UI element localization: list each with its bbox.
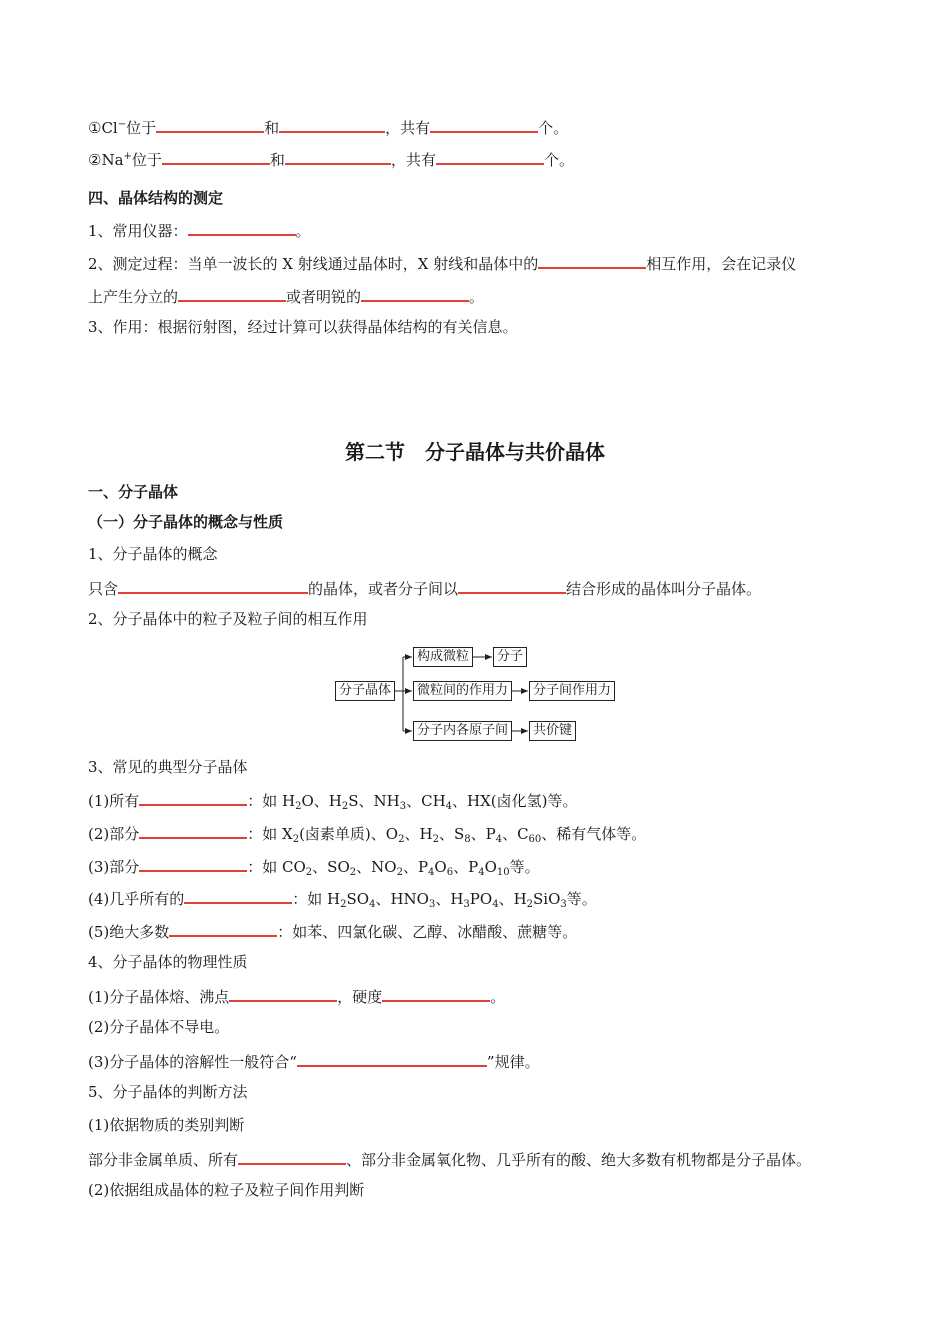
t3-g: 、P (453, 858, 479, 876)
t1-f: 、HX(卤化氢)等。 (452, 792, 578, 810)
t2-f: 、P (470, 825, 496, 843)
blank-organics[interactable] (169, 920, 277, 937)
j1-text-a: 部分非金属单质、所有 (88, 1151, 239, 1169)
and-text: 和 (269, 151, 285, 169)
na-label: ②Na (88, 151, 124, 169)
typical-line-3 (88, 855, 540, 877)
sub-2: 2 (349, 867, 357, 878)
p1-a: (1)分子晶体熔、沸点 (88, 988, 230, 1006)
sub-4: 4 (478, 867, 485, 878)
sub-2: 2 (526, 899, 534, 910)
blank-melting-point[interactable] (229, 985, 337, 1002)
total-text: ，共有 (385, 119, 431, 137)
interaction-title: 2、分子晶体中的粒子及粒子间的相互作用 (88, 610, 368, 628)
sub-4: 4 (495, 834, 503, 845)
t3-c: 、SO (312, 858, 350, 876)
t4-i: 等。 (566, 890, 597, 908)
typical-line-1 (88, 789, 578, 811)
t1-c: O、H (301, 792, 342, 810)
t4-d: 、HNO (375, 890, 429, 908)
item2-text-b: 相互作用，会在记录仪 (646, 255, 797, 273)
diagram-leaf1-box: 分子 (493, 647, 527, 667)
sub-3: 3 (560, 899, 567, 910)
t4-g: 、H (498, 890, 527, 908)
t3-f: O (434, 858, 447, 876)
sub-3: 3 (428, 899, 436, 910)
sub-4: 4 (445, 801, 453, 812)
total-text: ，共有 (390, 151, 436, 169)
judge-title: 5、分子晶体的判断方法 (88, 1083, 248, 1101)
t2-c: (卤素单质)、O (299, 825, 399, 843)
located-text: 位于 (126, 119, 157, 137)
molecular-sub-heading: （一）分子晶体的概念与性质 (88, 513, 284, 531)
t2-g: 、C (502, 825, 529, 843)
t1-e: 、CH (406, 792, 446, 810)
t4-e: 、H (435, 890, 464, 908)
blank-hardness[interactable] (382, 985, 490, 1002)
t2-a: (2)部分 (88, 825, 140, 843)
t1-a: (1)所有 (88, 792, 140, 810)
sub-2: 2 (341, 801, 349, 812)
sub-2: 2 (398, 834, 405, 845)
diagram-branch3-box: 分子内各原子间 (413, 721, 512, 741)
blank-nonmetal-oxides[interactable] (139, 855, 247, 872)
sub-2: 2 (292, 834, 300, 845)
cl-label: ①Cl (88, 119, 118, 137)
concept-title: 1、分子晶体的概念 (88, 545, 218, 563)
sub-2: 2 (432, 834, 439, 845)
typical-line-5 (88, 920, 577, 942)
t5-b: ：如苯、四氯化碳、乙醇、冰醋酸、蔗糖等。 (277, 923, 578, 941)
section4-heading: 四、晶体结构的测定 (88, 189, 224, 207)
physical-title: 4、分子晶体的物理性质 (88, 953, 248, 971)
typical-title: 3、常见的典型分子晶体 (88, 758, 248, 776)
p1-b: ，硬度 (337, 988, 383, 1006)
na-charge: + (123, 151, 132, 162)
blank-nonmetal-elements[interactable] (139, 822, 247, 839)
sub-2: 2 (305, 867, 313, 878)
typical-line-2 (88, 822, 646, 844)
physical-line-1 (88, 985, 505, 1007)
typical-line-4 (88, 887, 597, 909)
diagram-leaf3-box: 共价键 (529, 721, 576, 741)
t3-a: (3)部分 (88, 858, 140, 876)
judge-line-1-text (88, 1148, 811, 1170)
judge-line-1: (1)依据物质的类别判断 (88, 1116, 245, 1134)
sub-3: 3 (399, 801, 407, 812)
concept-text-b: 的晶体，或者分子间以 (308, 580, 459, 598)
molecular-heading: 一、分子晶体 (88, 483, 179, 501)
t4-f: PO (469, 890, 493, 908)
blank-acids[interactable] (184, 887, 292, 904)
t2-b: ：如 X (247, 825, 293, 843)
item2-text-a: 2、测定过程：当单一波长的 X 射线通过晶体时，X 射线和晶体中的 (88, 255, 539, 273)
concept-text-c: 结合形成的晶体叫分子晶体。 (566, 580, 762, 598)
t1-b: ：如 H (247, 792, 296, 810)
sub-3: 3 (463, 899, 470, 910)
sub-4: 4 (492, 899, 499, 910)
item1-text: 1、常用仪器： (88, 222, 188, 240)
item1-end: 。 (295, 222, 311, 240)
and-text: 和 (264, 119, 280, 137)
unit-text: 个。 (538, 119, 569, 137)
diagram-root-box: 分子晶体 (335, 681, 395, 701)
sub-2: 2 (295, 801, 302, 812)
item2-end: 。 (469, 288, 485, 306)
t4-b: ：如 H (292, 890, 341, 908)
p3-b: ”规律。 (486, 1053, 540, 1071)
t3-d: 、NO (356, 858, 397, 876)
sub-2: 2 (340, 899, 347, 910)
concept-text-a: 只含 (88, 580, 119, 598)
unit-text: 个。 (543, 151, 574, 169)
cl-charge: − (117, 119, 127, 130)
chapter-title: 第二节 分子晶体与共价晶体 (345, 440, 605, 464)
sub-4: 4 (428, 867, 435, 878)
physical-line-3 (88, 1050, 540, 1072)
t3-b: ：如 CO (247, 858, 306, 876)
diagram-branch2-box: 微粒间的作用力 (413, 681, 512, 701)
diagram-branch1-box: 构成微粒 (413, 647, 473, 667)
section4-item3: 3、作用：根据衍射图，经过计算可以获得晶体结构的有关信息。 (88, 318, 518, 336)
t4-c: SO (346, 890, 370, 908)
sub-60: 60 (528, 834, 542, 845)
sub-8: 8 (464, 834, 471, 845)
t3-i: 等。 (509, 858, 540, 876)
blank-all-hydrides-2[interactable] (238, 1148, 346, 1165)
p3-a: (3)分子晶体的溶解性一般符合“ (88, 1053, 297, 1071)
j1-text-b: 、部分非金属氧化物、几乎所有的酸、绝大多数有机物都是分子晶体。 (346, 1151, 812, 1169)
t2-d: 、H (404, 825, 433, 843)
p1-c: 。 (490, 988, 506, 1006)
t5-a: (5)绝大多数 (88, 923, 170, 941)
blank-solubility-rule[interactable] (297, 1050, 487, 1067)
item2-text-c: 上产生分立的 (88, 288, 179, 306)
t1-d: S、NH (348, 792, 400, 810)
sub-4: 4 (369, 899, 376, 910)
t4-h: SiO (533, 890, 561, 908)
physical-line-2: (2)分子晶体不导电。 (88, 1018, 230, 1036)
located-text: 位于 (131, 151, 162, 169)
t3-e: 、P (402, 858, 429, 876)
judge-line-2: (2)依据组成晶体的粒子及粒子间作用判断 (88, 1181, 365, 1199)
t3-h: O (484, 858, 497, 876)
t2-h: 、稀有气体等。 (541, 825, 647, 843)
t4-a: (4)几乎所有的 (88, 890, 185, 908)
sub-10: 10 (496, 867, 510, 878)
t2-e: 、S (438, 825, 465, 843)
blank-all-hydrides[interactable] (139, 789, 247, 806)
sub-6: 6 (446, 867, 454, 878)
diagram-leaf2-box: 分子间作用力 (529, 681, 615, 701)
item2-text-d: 或者明锐的 (286, 288, 362, 306)
sub-2: 2 (396, 867, 403, 878)
